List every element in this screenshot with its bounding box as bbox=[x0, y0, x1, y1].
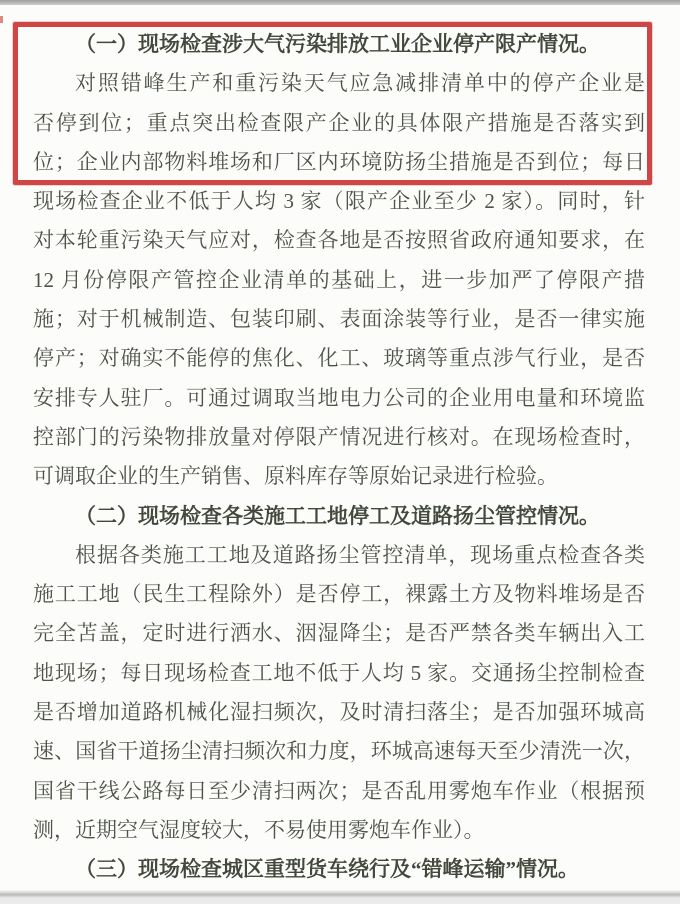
section-heading: （二）现场检查各类施工工地停工及道路扬尘管控情况。 bbox=[75, 503, 600, 528]
paragraph-line: 完全苫盖，定时进行洒水、洇湿降尘；是否严禁各类车辆出入工 bbox=[33, 621, 645, 646]
paragraph-line: 现场检查企业不低于人均 3 家（限产企业至少 2 家）。同时，针 bbox=[33, 189, 645, 214]
paragraph-line: 测，近期空气湿度较大，不易使用雾炮车作业）。 bbox=[33, 817, 485, 842]
paragraph-line: 根据各类施工工地及道路扬尘管控清单，现场重点检查各类 bbox=[75, 542, 645, 567]
paragraph-line: 对照错峰生产和重污染天气应急减排清单中的停产企业是 bbox=[75, 71, 645, 96]
paragraph-line: 位；企业内部物料堆场和厂区内环境防扬尘措施是否到位；每日 bbox=[33, 149, 645, 174]
paragraph-line: 是否增加道路机械化湿扫频次，及时清扫落尘；是否加强环城高 bbox=[33, 700, 645, 725]
paragraph-line: 地现场；每日现场检查工地不低于人均 5 家。交通扬尘控制检查 bbox=[33, 660, 645, 685]
page-bottom-edge bbox=[0, 890, 680, 904]
paragraph-line: 速、国省干道扬尘清扫频次和力度，环城高速每天至少清洗一次， bbox=[33, 739, 645, 764]
paragraph-line: 国省干线公路每日至少清扫两次；是否乱用雾炮车作业（根据预 bbox=[33, 778, 645, 803]
paragraph-line: 可调取企业的生产销售、原料库存等原始记录进行检验。 bbox=[33, 464, 558, 489]
section-heading: （一）现场检查涉大气污染排放工业企业停产限产情况。 bbox=[75, 32, 600, 56]
page-top-edge bbox=[0, 0, 680, 5]
paragraph-line: 安排专人驻厂。可通过调取当地电力公司的企业用电量和环境监 bbox=[33, 385, 645, 410]
paragraph-line: 停产；对确实不能停的焦化、化工、玻璃等重点涉气行业，是否 bbox=[33, 346, 645, 371]
document-body bbox=[33, 25, 645, 890]
paragraph-line: 否停到位；重点突出检查限产企业的具体限产措施是否落实到 bbox=[33, 110, 645, 135]
paragraph-line: 12 月份停限产管控企业清单的基础上，进一步加严了停限产措 bbox=[33, 267, 645, 292]
paragraph-line: 施；对于机械制造、包装印刷、表面涂装等行业，是否一律实施 bbox=[33, 307, 645, 332]
section-heading: （三）现场检查城区重型货车绕行及“错峰运输”情况。 bbox=[75, 857, 579, 882]
paragraph-line: 控部门的污染物排放量对停限产情况进行核对。在现场检查时， bbox=[33, 424, 645, 449]
annotation-artifact bbox=[0, 16, 3, 23]
paragraph-line: 对本轮重污染天气应对，检查各地是否按照省政府通知要求，在 bbox=[33, 228, 645, 253]
paragraph-line: 施工工地（民生工程除外）是否停工，裸露土方及物料堆场是否 bbox=[33, 582, 645, 607]
